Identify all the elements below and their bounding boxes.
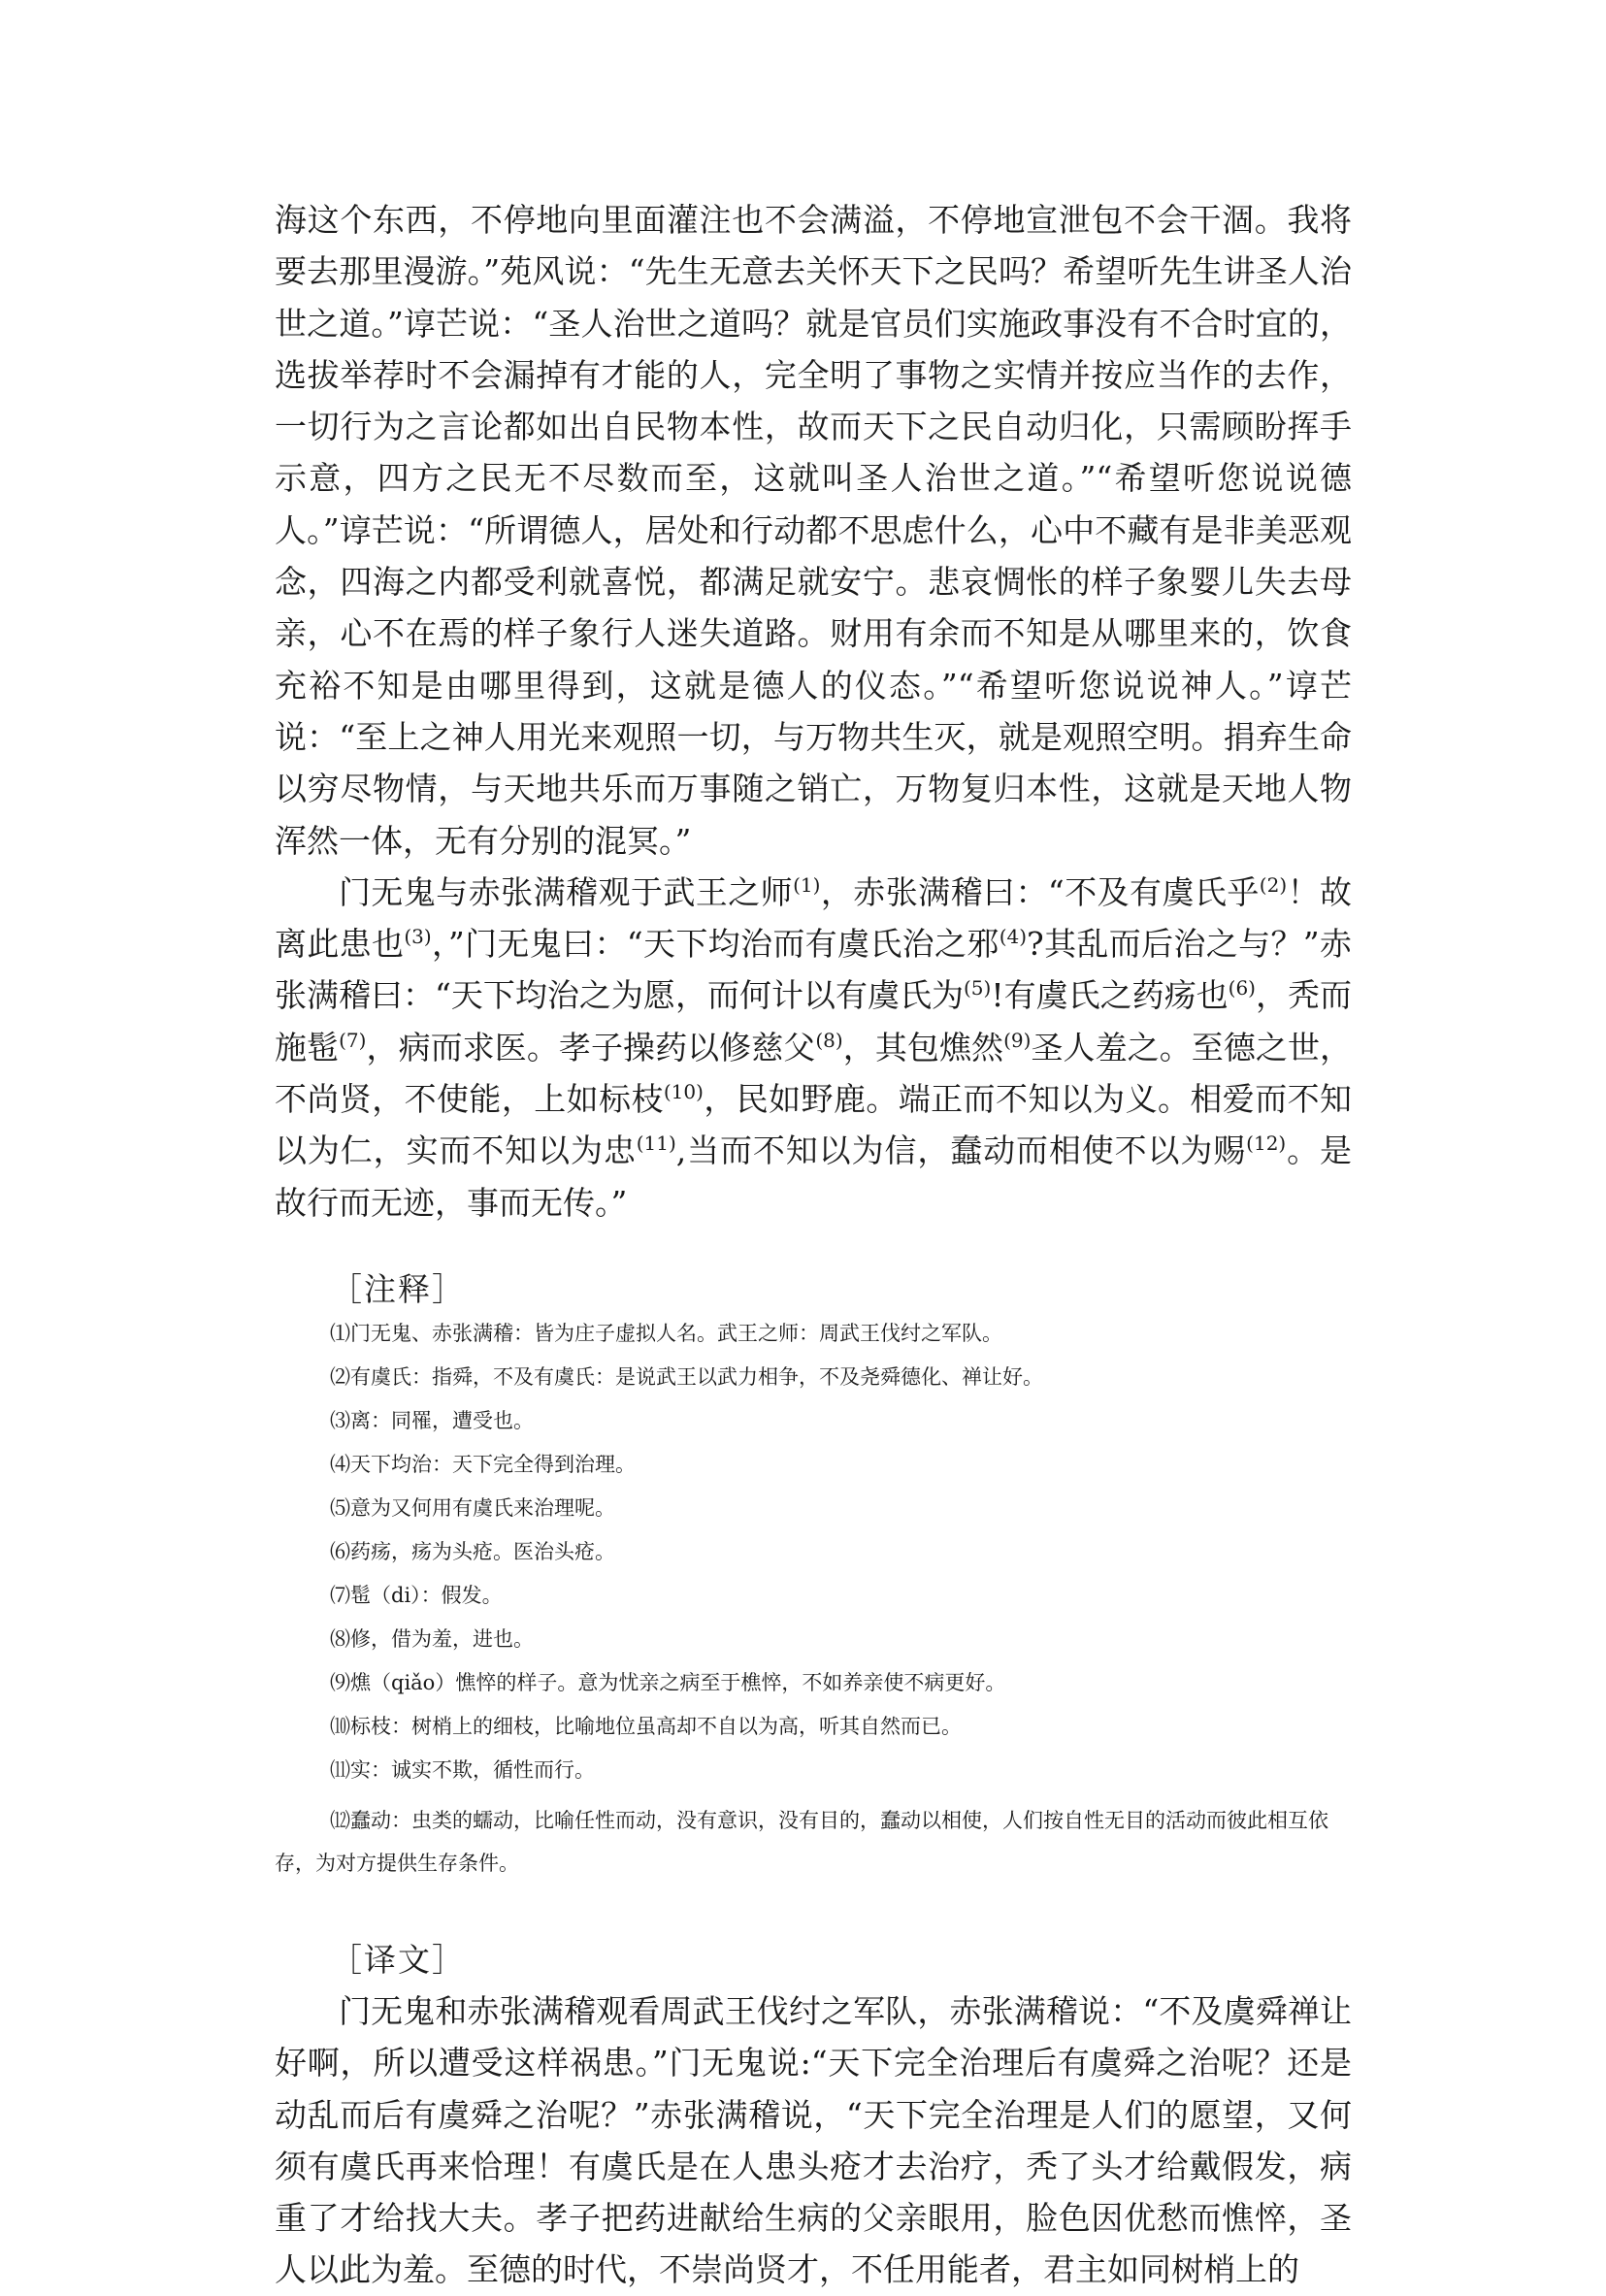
original-text-segment: !有虞氏之药疡也 (991, 976, 1229, 1015)
translation-paragraph: 门无鬼和赤张满稽观看周武王伐纣之军队，赤张满稽说：“不及虞舜禅让好啊，所以遭受这样祸患。”门无鬼说:“天下完全治理后有虞舜之治呢？还是动乱而后有虞舜之治呢？”赤张满稽说，“天下完全治理是人们的愿望，又何须有虞氏再来恰理！有虞氏是在人患头疮才去治疗，秃了头才给戴假发，病重了才给找大夫。孝子把药进献给生病的父亲眼用，脸色因优愁而憔悴，圣人以此为羞。至德的时代，不崇尚贤才，不任用能者，君主如同树梢上的 (275, 1991, 1352, 2289)
footnote-marker: (3) (404, 925, 432, 949)
note-item: ⑴门无鬼、赤张满稽：皆为庄子虚拟人名。武王之师：周武王伐纣之军队。 (330, 1321, 1002, 1345)
note-item: ⑷天下均治：天下完全得到治理。 (330, 1452, 636, 1476)
original-text-segment: 。是故行而无迹，事而无传。” (275, 1132, 1353, 1222)
note-item: ⑼燋（qiǎo）憔悴的样子。意为忧亲之病至于樵悴，不如养亲使不病更好。 (330, 1670, 1006, 1694)
note-item: ⑿蠢动：虫类的蠕动，比喻任性而动，没有意识，没有目的，蠢动以相使，人们按自性无目的活动而彼此相互依存，为对方提供生存条件。 (275, 1808, 1328, 1875)
footnote-marker: (10) (663, 1080, 704, 1104)
footnote-marker: (7) (339, 1028, 367, 1052)
note-item: ⑻修，借为羞，进也。 (330, 1626, 534, 1651)
note-item: ⑶离：同罹，遭受也。 (330, 1408, 534, 1432)
footnote-marker: (6) (1228, 976, 1256, 1000)
footnote-marker: (8) (815, 1028, 843, 1052)
original-text-segment: ?其乱而后治之与？”赤张满稽曰：“天下均治之为愿，而何计以有虞氏为 (275, 925, 1352, 1015)
original-text-segment: ，”门无鬼曰：“天下均治而有虞氏治之邪 (431, 925, 1000, 964)
note-item: ⑵有虞氏：指舜，不及有虞氏：是说武王以武力相争，不及尧舜德化、禅让好。 (330, 1364, 1043, 1389)
original-text-segment: ，病而求医。孝子操药以修慈父 (366, 1028, 816, 1066)
footnote-marker: (12) (1246, 1132, 1287, 1156)
section-spacer (275, 1229, 1352, 1263)
original-text-segment: 圣人羞之。至德之世，不尚贤，不使能，上如标枝 (275, 1028, 1353, 1119)
original-text-segment: ！故离此患也 (275, 872, 1353, 964)
original-text-segment: ，其包燋然 (842, 1028, 1004, 1066)
note-item: ⑾实：诚实不欺，循性而行。 (330, 1757, 595, 1782)
document-page (275, 194, 1352, 2296)
section-spacer (275, 1899, 1352, 1934)
footnote-marker: (1) (793, 872, 821, 897)
footnote-marker: (11) (636, 1132, 676, 1156)
notes-heading: ［注释］ (330, 1269, 466, 1308)
passage-intro: 海这个东西，不停地向里面灌注也不会满溢，不停地宣泄包不会干涸。我将要去那里漫游。”苑风说：“先生无意去关怀天下之民吗？希望听先生讲圣人治世之道。”谆芒说：“圣人治世之道吗？就是官员们实施政事没有不合时宜的，选拔举荐时不会漏掉有才能的人，完全明了事物之实情并按应当作的去作，一切行为之言论都如出自民物本性，故而天下之民自动归化，只需顾盼挥手示意，四方之民无不尽数而至，这就叫圣人治世之道。”“希望听您说说德人。”谆芒说：“所谓德人，居处和行动都不思虑什么，心中不藏有是非美恶观念，四海之内都受利就喜悦，都满足就安宁。悲哀惆怅的样子象婴儿失去母亲，心不在焉的样子象行人迷失道路。财用有余而不知是从哪里来的，饮食充裕不知是由哪里得到，这就是德人的仪态。”“希望听您说说神人。”谆芒说：“至上之神人用光来观照一切，与万物共生灭，就是观照空明。捐弃生命以穷尽物情，与天地共乐而万事随之销亡，万物复归本性，这就是天地人物浑然一体，无有分别的混冥。” (275, 201, 1352, 860)
note-item: ⑸意为又何用有虞氏来治理呢。 (330, 1495, 615, 1520)
notes-list (275, 1319, 1352, 1885)
footnote-marker: (5) (964, 976, 992, 1000)
note-item: ⑹药疡，疡为头疮。医治头疮。 (330, 1539, 615, 1563)
translation-heading: ［译文］ (330, 1940, 466, 1979)
footnote-marker: (4) (999, 925, 1028, 949)
original-text-segment: ，赤张满稽曰：“不及有虞氏乎 (820, 872, 1260, 911)
original-text-segment: ,当而不知以为信，蠢动而相使不以为赐 (675, 1132, 1247, 1170)
original-text-segment: ，秃而施髢 (275, 976, 1353, 1066)
footnote-marker: (2) (1259, 872, 1288, 897)
note-item: ⑽标枝：树梢上的细枝，比喻地位虽高却不自以为高，听其自然而已。 (330, 1714, 962, 1738)
original-text-paragraph (275, 867, 1352, 1229)
original-text-segment: ，民如野鹿。端正而不知以为义。相爱而不知以为仁，实而不知以为忠 (275, 1080, 1353, 1170)
note-item: ⑺髢（di）：假发。 (330, 1583, 503, 1607)
footnote-marker: (9) (1003, 1028, 1032, 1052)
original-text-segment: 门无鬼与赤张满稽观于武王之师 (339, 872, 794, 911)
